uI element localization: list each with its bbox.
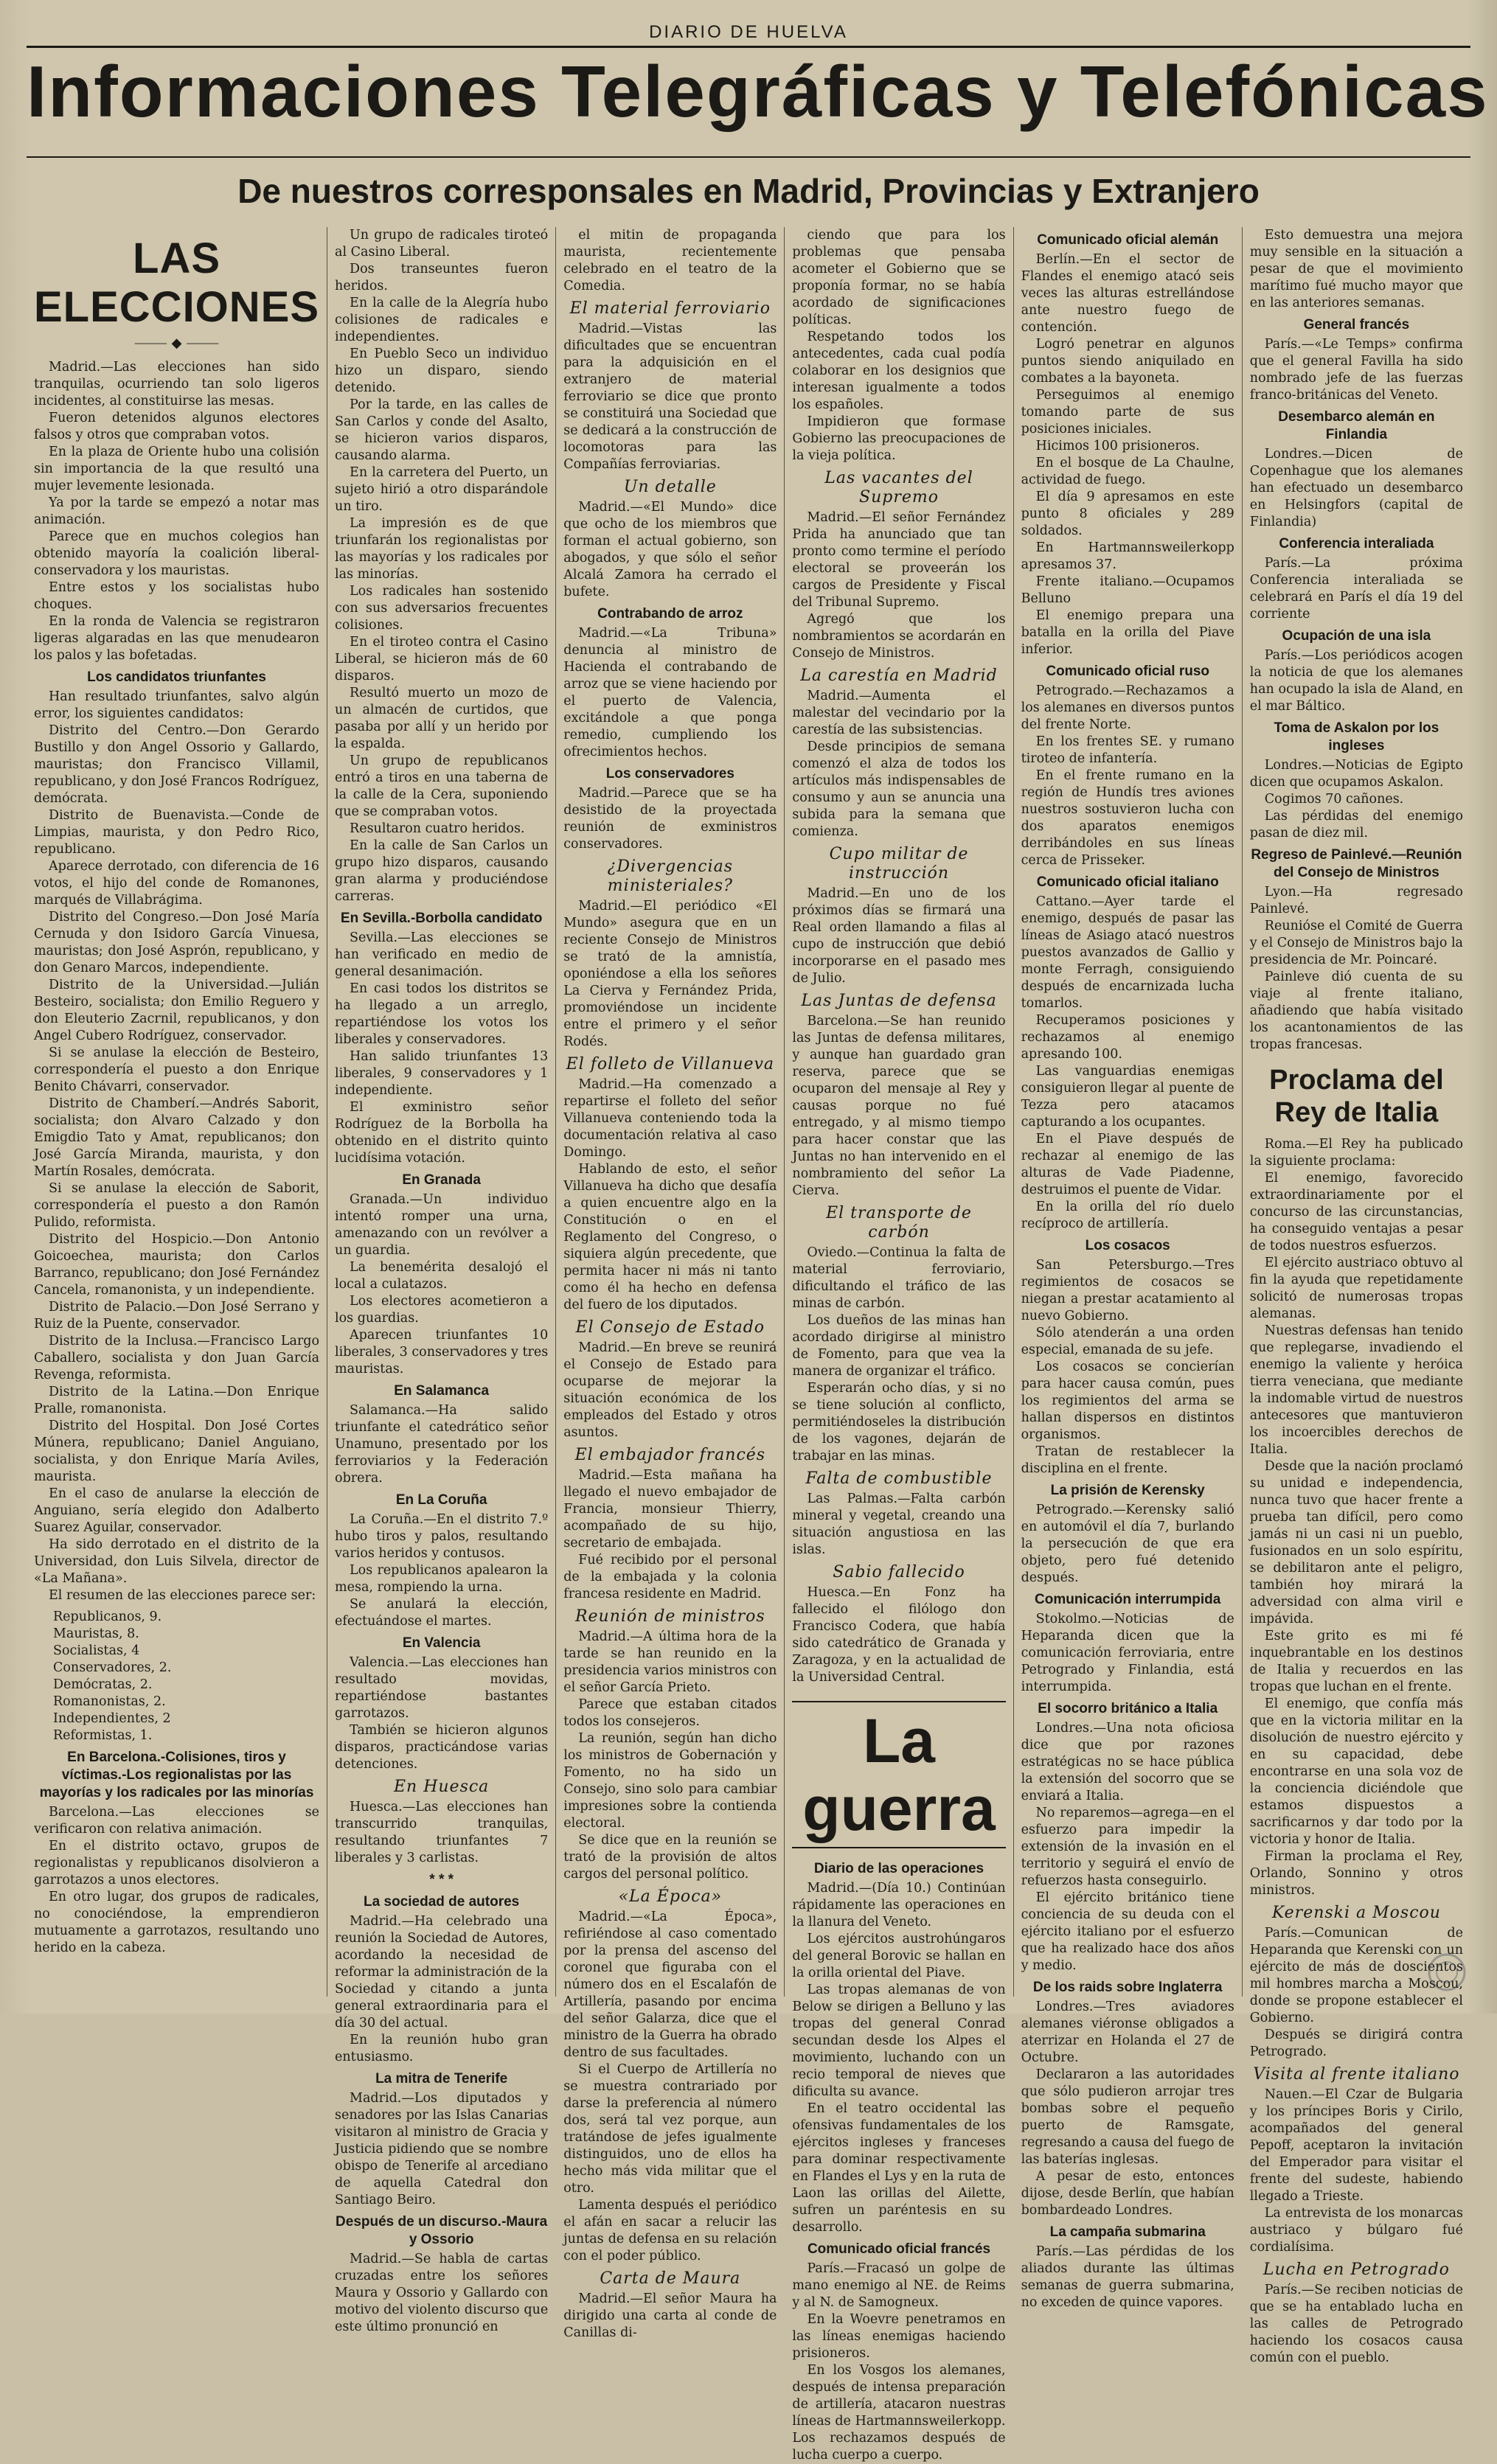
article-paragraph: Reunióse el Comité de Guerra y el Consejo de Ministros bajo la presidencia de Mr. Poincaré. xyxy=(1249,919,1463,967)
section-title-la-guerra: La guerra xyxy=(792,1701,1005,1848)
article-heading: El material ferroviario xyxy=(569,299,771,318)
article-paragraph: Aparecen triunfantes 10 liberales, 3 conservadores y tres mauristas. xyxy=(335,1328,549,1377)
section-divider: * * * xyxy=(429,1872,454,1887)
article-paragraph: Si se anulase la elección de Besteiro, correspondería el puesto a don Enrique Benito Chávarri, conservador. xyxy=(34,1045,320,1094)
article-heading: La mitra de Tenerife xyxy=(375,2071,508,2087)
article-heading: La prisión de Kerensky xyxy=(1050,1483,1205,1498)
article-paragraph: Valencia.—Las elecciones han resultado movidas, repartiéndose bastantes garrotazos. xyxy=(335,1655,549,1721)
article-heading: Sabio fallecido xyxy=(833,1563,965,1581)
article-paragraph: Lamenta después el periódico el afán en sacar a relucir las juntas de defensa en su relación con el poder público. xyxy=(563,2198,777,2263)
article-paragraph: Distrito del Congreso.—Don José María Cernuda y don Isidoro García Vinuesa, mauristas; don José Asprón, republicano, y don Genaro Marcos, independiente. xyxy=(34,910,320,975)
article-paragraph: Madrid.—«La Época», refiriéndose al caso comentado por la prensa del ascenso del coronel que figuraba con el número dos en el Escalafón de Artillería, pasando por encima del señor Galarza, dice que el ministro de la Guerra ha obrado dentro de sus facultades. xyxy=(563,1910,777,2060)
article-paragraph: ciendo que para los problemas que pensaba acometer el Gobierno que se proponía formar, no se había acordado de significaciones políticas. xyxy=(792,228,1006,327)
results-item: Mauristas, 8. xyxy=(53,1626,139,1641)
article-paragraph: Las vanguardias enemigas consiguieron llegar al puente de Tezza pero atacamos capturando a los ocupantes. xyxy=(1021,1064,1234,1130)
library-stamp-icon xyxy=(1426,1952,1468,1993)
results-item: Independientes, 2 xyxy=(53,1711,171,1726)
article-paragraph: Logró penetrar en algunos puntos siendo aniquilado en combates a la bayoneta. xyxy=(1021,337,1234,386)
article-paragraph: Distrito de Chamberí.—Andrés Saborit, socialista; don Alvaro Calzado y don Emigdio Tato y Amat, republicanos; don José García Miranda, maurista, y don Martín Rosales, demócrata. xyxy=(34,1096,320,1179)
article-heading: Las Juntas de defensa xyxy=(801,992,997,1010)
article-paragraph: Agregó que los nombramientos se acordarán en Consejo de Ministros. xyxy=(792,612,1006,661)
article-heading: Ocupación de una isla xyxy=(1282,628,1431,644)
article-paragraph: Tratan de restablecer la disciplina en el frente. xyxy=(1021,1444,1234,1476)
article-paragraph: Distrito de la Inclusa.—Francisco Largo Caballero, socialista y don Juan García Revenga, reformista. xyxy=(34,1334,320,1382)
article-heading: Después de un discurso.-Maura y Ossorio xyxy=(336,2214,548,2247)
article-paragraph: Distrito de Buenavista.—Conde de Limpias, maurista, y don Pedro Rico, republicano. xyxy=(34,808,320,857)
article-paragraph: Londres.—Dicen de Copenhague que los alemanes han efectuado un desembarco en Helsingfors (capital de Finlandia) xyxy=(1249,447,1463,529)
article-paragraph: Distrito del Centro.—Don Gerardo Bustillo y don Angel Ossorio y Gallardo, mauristas; don Francisco Villamil, republicano, y don José Francos Rodríguez, demócrata. xyxy=(34,723,320,806)
article-paragraph: En la orilla del río duelo recíproco de artillería. xyxy=(1021,1200,1234,1231)
article-paragraph: Salamanca.—Ha salido triunfante el catedrático señor Unamuno, presentado por los ferroviarios y la Federación obrera. xyxy=(335,1403,549,1486)
article-paragraph: Petrogrado.—Rechazamos a los alemanes en diversos puntos del frente Norte. xyxy=(1021,683,1234,732)
article-paragraph: Las Palmas.—Falta carbón mineral y vegetal, creando una situación angustiosa en las islas. xyxy=(792,1492,1006,1557)
article-paragraph: En la calle de San Carlos un grupo hizo disparos, causando gran alarma y produciéndose carreras. xyxy=(335,838,549,904)
article-paragraph: El ejército austriaco obtuvo al fin la ayuda que repetidamente solicitó de numerosas tropas alemanas. xyxy=(1249,1256,1463,1321)
article-paragraph: Madrid.—El señor Maura ha dirigido una carta al conde de Canillas di- xyxy=(563,2291,777,2340)
article-heading: Comunicado oficial ruso xyxy=(1046,664,1210,679)
article-heading: Lucha en Petrogrado xyxy=(1262,2261,1450,2279)
article-paragraph: Madrid.—Los diputados y senadores por las Islas Canarias visitaron al ministro de Gracia y Justicia pidiendo que se nombre obispo de Tenerife al arcediano de aquella Catedral don Santiago Beiro. xyxy=(335,2091,549,2207)
article-paragraph: Distrito de la Universidad.—Julián Besteiro, socialista; don Emilio Reguero y don Eleuterio Zacrnil, republicanos, y don Angel Cubero Rodríguez, conservador. xyxy=(34,978,320,1043)
article-heading: Reunión de ministros xyxy=(574,1607,765,1626)
article-paragraph: Se dice que en la reunión se trató de la provisión de altos cargos del personal político. xyxy=(563,1833,777,1882)
article-paragraph: Roma.—El Rey ha publicado la siguiente proclama: xyxy=(1249,1137,1463,1169)
article-paragraph: En la reunión hubo gran entusiasmo. xyxy=(335,2033,549,2064)
article-heading: En Huesca xyxy=(393,1778,490,1796)
article-paragraph: En los Vosgos los alemanes, después de intensa preparación de artillería, atacaron nuestras líneas de Hartmannsweilerkopp. Los rechazamos después de lucha cuerpo a cuerpo. xyxy=(792,2363,1006,2463)
article-paragraph: Barcelona.—Las elecciones se verificaron con relativa animación. xyxy=(34,1805,320,1837)
article-paragraph: Ya por la tarde se empezó a notar mas animación. xyxy=(34,495,320,527)
article-heading: Carta de Maura xyxy=(600,2269,741,2288)
article-heading: Cupo militar de instrucción xyxy=(829,845,969,883)
article-paragraph: Los ejércitos austrohúngaros del general Borovic se hallan en la orilla oriental del Piave. xyxy=(792,1932,1006,1980)
article-paragraph: Madrid.—Esta mañana ha llegado el nuevo embajador de Francia, monsieur Thierry, acompañado de su hijo, secretario de embajada. xyxy=(563,1468,777,1551)
article-paragraph: Madrid.—Parece que se ha desistido de la proyectada reunión de exministros conservadores. xyxy=(563,786,777,852)
article-paragraph: Resultaron cuatro heridos. xyxy=(350,821,525,836)
article-paragraph: Berlín.—En el sector de Flandes el enemigo atacó seis veces las alturas estrellándose ante nuestro fuego de contención. xyxy=(1021,252,1234,335)
article-paragraph: Declararon a las autoridades que sólo pudieron arrojar tres bombas sobre el pequeño puerto de Ramsgate, regresando a causa del fuego de las baterías inglesas. xyxy=(1021,2067,1234,2167)
column-5 xyxy=(1013,227,1242,2310)
article-paragraph: Si el Cuerpo de Artillería no se muestra contrariado por darse la preferencia al número dos, será tal vez porque, aun tratándose de jefes igualmente distinguidos, uno de ellos ha hecho más vida militar que el otro. xyxy=(563,2062,777,2196)
article-paragraph: Las pérdidas del enemigo pasan de diez mil. xyxy=(1249,809,1463,841)
article-heading: El Consejo de Estado xyxy=(575,1318,765,1337)
article-paragraph: Resultó muerto un mozo de un almacén de curtidos, que pasaba por allí y un herido por la espalda. xyxy=(335,686,549,751)
article-paragraph: Nauen.—El Czar de Bulgaria y los príncipes Boris y Cirilo, acompañados del general Pepoff, aceptaron la invitación del Emperador para visitar el frente del sudeste, habiendo llegado a Trieste. xyxy=(1249,2087,1463,2204)
article-paragraph: Desde que la nación proclamó su unidad e independencia, nunca tuvo que hacer frente a prueba tan difícil, pero como jamás ni un casi ni un pueblo, fusionados en un solo espíritu, se debilitaron ante el peligro, también hoy mirará la adversidad con alma viril e impávida. xyxy=(1249,1459,1463,1626)
article-paragraph: En el teatro occidental las ofensivas fundamentales de los ejércitos ingleses y franceses para dominar respectivamente en Flandes el Lys y en la ruta de Laon las orillas del Ailette, sufren un paréntesis en su desarrollo. xyxy=(792,2101,1006,2235)
results-item: Romanonistas, 2. xyxy=(53,1694,166,1709)
article-paragraph: En el caso de anularse la elección de Anguiano, sería elegido don Adalberto Suarez Aguilar, conservador. xyxy=(34,1486,320,1535)
article-heading: Comunicado oficial francés xyxy=(807,2241,991,2257)
article-paragraph: En Pueblo Seco un individuo hizo un disparo, siendo detenido. xyxy=(335,347,549,395)
article-paragraph: París.—Los periódicos acogen la noticia de que los alemanes han ocupado la isla de Aland, en el mar Báltico. xyxy=(1249,648,1463,714)
article-heading: En Granada xyxy=(402,1172,481,1188)
article-heading: Un detalle xyxy=(623,478,717,496)
article-paragraph: Los cosacos se concierían para hacer causa común, pues los regimientos del arma se hallan dispersos en distintos organismos. xyxy=(1021,1360,1234,1442)
section-title-proclama: Proclama del Rey de Italia xyxy=(1269,1065,1444,1128)
article-paragraph: Han salido triunfantes 13 liberales, 9 conservadores y 1 independiente. xyxy=(335,1049,549,1098)
article-paragraph: Ha sido derrotado en el distrito de la Universidad, don Luis Silvela, director de «La Mañana». xyxy=(34,1537,320,1586)
ornament-divider: ⸻ ◆ ⸻ xyxy=(133,335,220,351)
article-paragraph: Por la tarde, en las calles de San Carlos y conde del Asalto, se hicieron varios disparos, causando alarma. xyxy=(335,397,549,463)
results-item: Socialistas, 4 xyxy=(53,1643,140,1658)
article-paragraph: Los dueños de las minas han acordado dirigirse al ministro de Fomento, para que vea la manera de organizar el tráfico. xyxy=(792,1313,1006,1379)
article-heading: Contrabando de arroz xyxy=(597,606,743,622)
article-paragraph: Parece que en muchos colegios han obtenido mayoría la coalición liberal-conservadora y los mauristas. xyxy=(34,529,320,578)
article-paragraph: En la Woevre penetramos en las líneas enemigas haciendo prisioneros. xyxy=(792,2312,1006,2361)
article-paragraph: Han resultado triunfantes, salvo algún error, los siguientes candidatos: xyxy=(34,689,320,721)
article-heading: La sociedad de autores xyxy=(364,1894,520,1910)
article-paragraph: La Coruña.—En el distrito 7.º hubo tiros y palos, resultando varios heridos y contusos. xyxy=(335,1512,549,1561)
column-6 xyxy=(1242,227,1470,2365)
masthead: DIARIO DE HUELVA xyxy=(649,22,848,42)
page-headline: Informaciones Telegráficas y Telefónicas xyxy=(27,51,1489,132)
article-paragraph: Londres.—Noticias de Egipto dicen que ocupamos Askalon. xyxy=(1249,758,1463,790)
article-paragraph: París.—Fracasó un golpe de mano enemigo al NE. de Reims y al N. de Samogneux. xyxy=(792,2261,1006,2310)
article-heading: Kerenski a Moscou xyxy=(1271,1904,1441,1922)
article-paragraph: En el distrito octavo, grupos de regionalistas y republicanos disolvieron a garrotazos a unos electores. xyxy=(34,1839,320,1887)
article-paragraph: En el frente rumano en la región de Hundís tres aviones nuestros sostuvieron lucha con dos aparatos enemigos derribándoles en sus líneas cerca de Prisseker. xyxy=(1021,768,1234,868)
article-paragraph: En casi todos los distritos se ha llegado a un arreglo, repartiéndose los votos los liberales y conservadores. xyxy=(335,981,549,1047)
article-heading: Las vacantes del Supremo xyxy=(824,469,973,507)
article-paragraph: En Hartmannsweilerkopp apresamos 37. xyxy=(1021,540,1234,572)
article-paragraph: Madrid.—Las elecciones han sido tranquilas, ocurriendo tan solo ligeros incidentes, al constituirse las mesas. xyxy=(34,360,320,408)
article-paragraph: Madrid.—Aumenta el malestar del vecindario por la carestía de las subsistencias. xyxy=(792,689,1006,737)
article-paragraph: Distrito del Hospicio.—Don Antonio Goicoechea, maurista; don Carlos Barranco, republicano; don José Fernández Cancela, romanonista, y un independiente. xyxy=(34,1232,320,1298)
article-heading: El transporte de carbón xyxy=(826,1204,972,1242)
article-paragraph: Nuestras defensas han tenido que replegarse, invadiendo el enemigo la valiente y heróica tierra veneciana, que mediante la indomable virtud de nuestros antecesores que mantuvieron los incoercibles derechos de Italia. xyxy=(1249,1323,1463,1457)
article-paragraph: París.—La próxima Conferencia interaliada se celebrará en París el día 19 del corriente xyxy=(1249,556,1463,622)
article-paragraph: Fué recibido por el personal de la embajada y la colonia francesa residente en Madrid. xyxy=(563,1553,777,1601)
results-list xyxy=(53,1609,319,1744)
article-paragraph: Madrid.—En breve se reunirá el Consejo de Estado para ocuparse de mejorar la situación económica de los empleados del Estado y otros asuntos. xyxy=(563,1340,777,1440)
article-paragraph: Londres.—Tres aviadores alemanes viéronse obligados a aterrizar en Holanda el 27 de Octubre. xyxy=(1021,2000,1234,2065)
article-heading: El embajador francés xyxy=(574,1446,766,1464)
article-columns xyxy=(27,227,1470,2463)
article-paragraph: El enemigo prepara una batalla en la orilla del Piave inferior. xyxy=(1021,608,1234,657)
article-paragraph: A pesar de esto, entonces dijose, desde Berlín, que habían bombardeado Londres. xyxy=(1021,2169,1234,2218)
article-heading: Comunicado oficial italiano xyxy=(1036,874,1219,890)
column-3 xyxy=(555,227,784,2340)
article-paragraph: Perseguimos al enemigo tomando parte de sus posiciones iniciales. xyxy=(1021,388,1234,436)
article-heading: La carestía en Madrid xyxy=(800,667,998,685)
article-paragraph: Aparece derrotado, con diferencia de 16 votos, el hijo del conde de Romanones, marqués de Villabrágima. xyxy=(34,859,320,908)
article-paragraph: Sólo atenderán a una orden especial, emanada de su jefe. xyxy=(1021,1326,1234,1357)
article-paragraph: Fueron detenidos algunos electores falsos y otros que compraban votos. xyxy=(34,411,320,442)
article-paragraph: Distrito de Palacio.—Don José Serrano y Ruiz de la Puente, conservador. xyxy=(34,1300,320,1332)
article-paragraph: Madrid.—El periódico «El Mundo» asegura que en un reciente Consejo de Ministros se trató de la amnistía, oponiéndose a ella los señores La Cierva y Fernández Prida, promoviéndose un incidente entre el primero y el señor Rodés. xyxy=(563,899,777,1049)
article-paragraph: Madrid.—Se habla de cartas cruzadas entre los señores Maura y Ossorio y Gallardo con motivo del violento discurso que este último pronunció en xyxy=(335,2252,549,2334)
article-paragraph: Granada.—Un individuo intentó romper una urna, amenazando con un revólver a un guardia. xyxy=(335,1192,549,1258)
article-paragraph: Hablando de esto, el señor Villanueva ha dicho que desafía a quien encuentre algo en la Constitución o en el Reglamento del Congreso, o siquiera algún precedente, que permita hacer ni más ni tanto como él ha hecho en defensa del fuero de los diputados. xyxy=(563,1162,777,1312)
results-item: Conservadores, 2. xyxy=(53,1660,172,1675)
article-heading: En Sevilla.-Borbolla candidato xyxy=(340,911,543,926)
article-paragraph: El ejército británico tiene conciencia de su deuda con el ejército italiano por el esfuerzo que ha realizado hace dos años y medio. xyxy=(1021,1890,1234,1973)
article-paragraph: Londres.—Una nota oficiosa dice que por razones estratégicas no se hace pública la extensión del socorro que se enviará a Italia. xyxy=(1021,1721,1234,1803)
results-item: Demócratas, 2. xyxy=(53,1677,153,1692)
article-paragraph: Cogimos 70 cañones. xyxy=(1264,792,1404,807)
article-paragraph: En la plaza de Oriente hubo una colisión sin importancia de la que resultó una mujer levemente lesionada. xyxy=(34,445,320,493)
article-paragraph: Huesca.—Las elecciones han transcurrido tranquilas, resultando triunfantes 7 liberales y 3 carlistas. xyxy=(335,1800,549,1865)
article-heading: Conferencia interaliada xyxy=(1279,536,1434,551)
article-paragraph: Madrid.—Ha celebrado una reunión la Sociedad de Autores, acordando la necesidad de reformar la administración de la Sociedad y citando a junta general extraordinaria para el día 30 del actual. xyxy=(335,1914,549,2030)
article-paragraph: En el Piave después de rechazar al enemigo de las alturas de Vade Piadenne, destruimos el puente de Vidar. xyxy=(1021,1132,1234,1197)
article-paragraph: Madrid.—Vistas las dificultades que se encuentran para la adquisición en el extranjero de material ferroviario se dice que pronto se constituirá una Sociedad que se dedicará a la construcción de locomotoras para las Compañías ferroviarias. xyxy=(563,321,777,472)
article-paragraph: Firman la proclama el Rey, Orlando, Sonnino y otros ministros. xyxy=(1249,1849,1463,1898)
article-paragraph: Madrid.—«La Tribuna» denuncia al ministro de Hacienda el contrabando de arroz que se viene haciendo por el puerto de Valencia, excitándole a que ponga remedio, cumpliendo los ofrecimientos hechos. xyxy=(563,626,777,759)
article-paragraph: Madrid.—En uno de los próximos días se firmará una Real orden llamando a filas al cupo de instrucción que debió incorporarse en el pasado mes de Julio. xyxy=(792,886,1006,986)
article-paragraph: París.—Se reciben noticias de que se ha entablado lucha en las calles de Petrogrado haciendo los cosacos causa común con el pueblo. xyxy=(1249,2283,1463,2365)
article-paragraph: Los republicanos apalearon la mesa, rompiendo la urna. xyxy=(335,1563,549,1595)
article-paragraph: París.—«Le Temps» confirma que el general Favilla ha sido nombrado jefe de las fuerzas franco-británicas del Veneto. xyxy=(1249,337,1463,403)
article-paragraph: París.—Las pérdidas de los aliados durante las últimas semanas de guerra submarina, no exceden de quince vapores. xyxy=(1021,2244,1234,2310)
article-heading: El socorro británico a Italia xyxy=(1038,1701,1218,1716)
article-paragraph: Lyon.—Ha regresado Painlevé. xyxy=(1249,885,1463,916)
article-heading: Comunicación interrumpida xyxy=(1035,1592,1221,1607)
article-paragraph: Dos transeuntes fueron heridos. xyxy=(335,262,549,293)
article-paragraph: Después se dirigirá contra Petrogrado. xyxy=(1249,2028,1463,2059)
article-paragraph: Este grito es mi fé inquebrantable en los destinos de Italia y recuerdos en las tropas que luchan en el frente. xyxy=(1249,1629,1463,1694)
article-paragraph: Desde principios de semana comenzó el alza de todos los artículos más indispensables de consumo y aun se anuncia una subida para la semana que comienza. xyxy=(792,739,1006,839)
column-4 xyxy=(784,227,1013,2463)
article-paragraph: París.—Comunican de Heparanda que Kerenski con un ejército de más de doscientos mil hombres marcha a Moscou, donde se propone establecer el Gobierno. xyxy=(1249,1926,1463,2025)
article-heading: Visita al frente italiano xyxy=(1253,2065,1460,2084)
article-heading: De los raids sobre Inglaterra xyxy=(1032,1980,1223,1995)
article-heading: Diario de las operaciones xyxy=(813,1861,984,1876)
article-paragraph: El resumen de las elecciones parece ser: xyxy=(49,1588,316,1603)
article-paragraph: Hicimos 100 prisioneros. xyxy=(1035,439,1200,453)
article-paragraph: El enemigo, favorecido extraordinariamente por el concurso de las circunstancias, ha conseguido ventajas a pesar de todos nuestros esfuerzos. xyxy=(1249,1171,1463,1253)
article-paragraph: Madrid.—Ha comenzado a repartirse el folleto del señor Villanueva conteniendo toda la documentación relativa al caso Domingo. xyxy=(563,1077,777,1160)
article-paragraph: Distrito de la Latina.—Don Enrique Pralle, romanonista. xyxy=(34,1385,320,1416)
article-heading: Los conservadores xyxy=(605,766,734,782)
article-paragraph: Stokolmo.—Noticias de Heparanda dicen que la comunicación ferroviaria, entre Petrogrado y Finlandia, está interrumpida. xyxy=(1021,1612,1234,1694)
article-heading: En Salamanca xyxy=(394,1383,490,1399)
article-paragraph: Si se anulase la elección de Saborit, correspondería el puesto a don Ramón Pulido, reformista. xyxy=(34,1181,320,1230)
article-heading: El folleto de Villanueva xyxy=(566,1055,775,1073)
article-heading: Desembarco alemán en Finlandia xyxy=(1278,409,1435,442)
article-heading: La campaña submarina xyxy=(1049,2224,1206,2240)
article-paragraph: En los frentes SE. y rumano tiroteo de infantería. xyxy=(1021,734,1234,766)
article-paragraph: Petrogrado.—Kerensky salió en automóvil el día 7, burlando la persecución de que era objeto, pero fué detenido después. xyxy=(1021,1503,1234,1585)
article-paragraph: Respetando todos los antecedentes, cada cual podía colaborar en los designios que interesan igualmente a todos los españoles. xyxy=(792,330,1006,412)
article-paragraph: En otro lugar, dos grupos de radicales, no conociéndose, la emprendieron mutuamente a garrotazos, resultando uno herido en la cabeza. xyxy=(34,1890,320,1955)
article-paragraph: La benemérita desalojó el local a culatazos. xyxy=(335,1260,549,1292)
article-paragraph: En la ronda de Valencia se registraron ligeras algaradas en las que menudearon los palos y las bofetadas. xyxy=(34,614,320,663)
article-paragraph: Painleve dió cuenta de su viaje al frente italiano, añadiendo que había visitado los acantonamientos de las tropas francesas. xyxy=(1249,970,1463,1052)
headline-rule xyxy=(27,156,1470,158)
article-paragraph: Recuperamos posiciones y rechazamos al enemigo apresando 100. xyxy=(1021,1013,1234,1062)
article-heading: En La Coruña xyxy=(395,1492,487,1508)
article-heading: Falta de combustible xyxy=(805,1469,993,1488)
article-paragraph: Impidieron que formase Gobierno las preocupaciones de la vieja política. xyxy=(792,414,1006,463)
article-paragraph: Un grupo de republicanos entró a tiros en una taberna de la calle de la Cera, suponiendo que se compraban votos. xyxy=(335,754,549,819)
masthead-rule xyxy=(27,46,1470,48)
article-paragraph: Barcelona.—Se han reunido las Juntas de defensa militares, y aunque han guardado gran reserva, parece que se ocuparon del mensaje al Rey y causas porque no fué entregado, y al mismo tiempo para hacer constar que las Juntas no han intervenido en el nombramiento del señor La Cierva. xyxy=(792,1014,1006,1198)
article-heading: En Barcelona.-Colisiones, tiros y víctimas.-Los regionalistas por las mayorías y los radicales por las minorías xyxy=(39,1750,314,1800)
article-heading: Regreso de Painlevé.—Reunión del Consejo de Ministros xyxy=(1251,847,1462,880)
article-paragraph: En la calle de la Alegría hubo colisiones de radicales e independientes. xyxy=(335,296,549,344)
article-paragraph: Oviedo.—Continua la falta de material ferroviario, dificultando el tráfico de las minas de carbón. xyxy=(792,1245,1006,1311)
article-paragraph: Cattano.—Ayer tarde el enemigo, después de pasar las líneas de Asiago atacó nuestros puestos avanzados de Gallio y monte Ferragh, consiguiendo después de encarnizada lucha tomarlos. xyxy=(1021,894,1234,1011)
article-paragraph: Sevilla.—Las elecciones se han verificado en medio de general desanimación. xyxy=(335,930,549,979)
article-paragraph: Madrid.—«El Mundo» dice que ocho de los miembros que forman el actual gobierno, son abogados, y que sólo el señor Alcalá Zamora ha cerrado el bufete. xyxy=(563,500,777,599)
article-paragraph: El exministro señor Rodríguez de la Borbolla ha obtenido en el distrito quinto lucidísima votación. xyxy=(335,1100,549,1166)
article-heading: Comunicado oficial alemán xyxy=(1037,232,1219,248)
article-paragraph: La impresión es de que triunfarán los regionalistas por las mayorías y los radicales por las minorías. xyxy=(335,516,549,582)
article-heading: En Valencia xyxy=(402,1635,481,1651)
article-paragraph: el mitin de propaganda maurista, recientemente celebrado en el teatro de la Comedia. xyxy=(563,228,777,293)
article-paragraph: Se anulará la elección, efectuándose el martes. xyxy=(335,1597,549,1629)
article-paragraph: Parece que estaban citados todos los consejeros. xyxy=(563,1697,777,1729)
article-paragraph: Frente italiano.—Ocupamos Belluno xyxy=(1021,574,1234,606)
column-2 xyxy=(327,227,555,2334)
article-paragraph: Un grupo de radicales tiroteó al Casino Liberal. xyxy=(335,228,549,260)
article-paragraph: Madrid.—(Día 10.) Continúan rápidamente las operaciones en la llanura del Veneto. xyxy=(792,1881,1006,1929)
article-paragraph: Esperarán ocho días, y si no se tiene solución al conflicto, permitiéndoseles la distribución de los vagones, dejarán de trabajar en las minas. xyxy=(792,1381,1006,1464)
article-paragraph: Esto demuestra una mejora muy sensible en la situación a pesar de que el movimiento marítimo fué mucho mayor que en las anteriores semanas. xyxy=(1249,228,1463,310)
article-paragraph: Distrito del Hospital. Don José Cortes Múnera, republicano; Daniel Anguiano, socialista, y don Enrique María Aviles, maurista. xyxy=(34,1419,320,1484)
article-paragraph: Las tropas alemanas de von Below se dirigen a Belluno y las tropas del general Conrad secundan desde los Alpes el movimiento, luchando con un recio temporal de nieves que dificulta su avance. xyxy=(792,1983,1006,2099)
article-paragraph: En el bosque de La Chaulne, actividad de fuego. xyxy=(1021,456,1234,487)
article-paragraph: La entrevista de los monarcas austriaco y búlgaro fué cordialísima. xyxy=(1249,2206,1463,2255)
article-paragraph: Los radicales han sostenido con sus adversarios frecuentes colisiones. xyxy=(335,584,549,633)
article-paragraph: En la carretera del Puerto, un sujeto hirió a otro disparándole un tiro. xyxy=(335,465,549,514)
article-paragraph: Madrid.—A última hora de la tarde se han reunido en la presidencia varios ministros con el señor García Prieto. xyxy=(563,1629,777,1695)
article-paragraph: El día 9 apresamos en este punto 8 oficiales y 289 soldados. xyxy=(1021,490,1234,538)
article-heading: ¿Divergencias ministeriales? xyxy=(607,857,734,895)
article-paragraph: La reunión, según han dicho los ministros de Gobernación y Fomento, no ha sido un Consejo, sino solo para cambiar impresiones sobre la contienda electoral. xyxy=(563,1731,777,1831)
page-subheadline: De nuestros corresponsales en Madrid, Provincias y Extranjero xyxy=(237,172,1260,210)
article-paragraph: San Petersburgo.—Tres regimientos de cosacos se niegan a prestar acatamiento al nuevo Gobierno. xyxy=(1021,1258,1234,1323)
article-paragraph: Entre estos y los socialistas hubo choques. xyxy=(34,580,320,612)
results-item: Republicanos, 9. xyxy=(53,1609,162,1624)
article-heading: «La Época» xyxy=(618,1887,723,1906)
article-paragraph: No reparemos—agrega—en el esfuerzo para impedir la extensión de la invasión en el territorio y seguirá el envío de refuerzos hasta conseguirlo. xyxy=(1021,1806,1234,1888)
article-paragraph: Madrid.—El señor Fernández Prida ha anunciado que tan pronto como termine el período electoral se proveerán los cargos de Presidente y Fiscal del Tribunal Supremo. xyxy=(792,510,1006,610)
article-heading: Los candidatos triunfantes xyxy=(87,669,266,685)
results-item: Reformistas, 1. xyxy=(53,1728,153,1743)
article-paragraph: También se hicieron algunos disparos, practicándose varias detenciones. xyxy=(335,1723,549,1772)
article-paragraph: El enemigo, que confía más que en la victoria militar en la disolución de nuestro ejército y en su capacidad, debe encontrarse en una sola voz de la conciencia diciéndole que estamos dispuestos a sacrificarnos y dar todo por la victoria y honor de Italia. xyxy=(1249,1696,1463,1847)
article-paragraph: Los electores acometieron a los guardias. xyxy=(335,1294,549,1326)
section-title-elecciones: LAS ELECCIONES xyxy=(34,234,320,331)
article-paragraph: Huesca.—En Fonz ha fallecido el filólogo don Francisco Codera, que había sido catedrático de Granada y Zaragoza, y en la actualidad de la Universidad Central. xyxy=(792,1585,1006,1685)
article-heading: General francés xyxy=(1303,317,1410,333)
article-heading: Toma de Askalon por los ingleses xyxy=(1274,720,1439,754)
article-paragraph: En el tiroteo contra el Casino Liberal, se hicieron más de 60 disparos. xyxy=(335,635,549,683)
article-heading: Los cosacos xyxy=(1085,1238,1170,1253)
column-1 xyxy=(27,227,327,1997)
